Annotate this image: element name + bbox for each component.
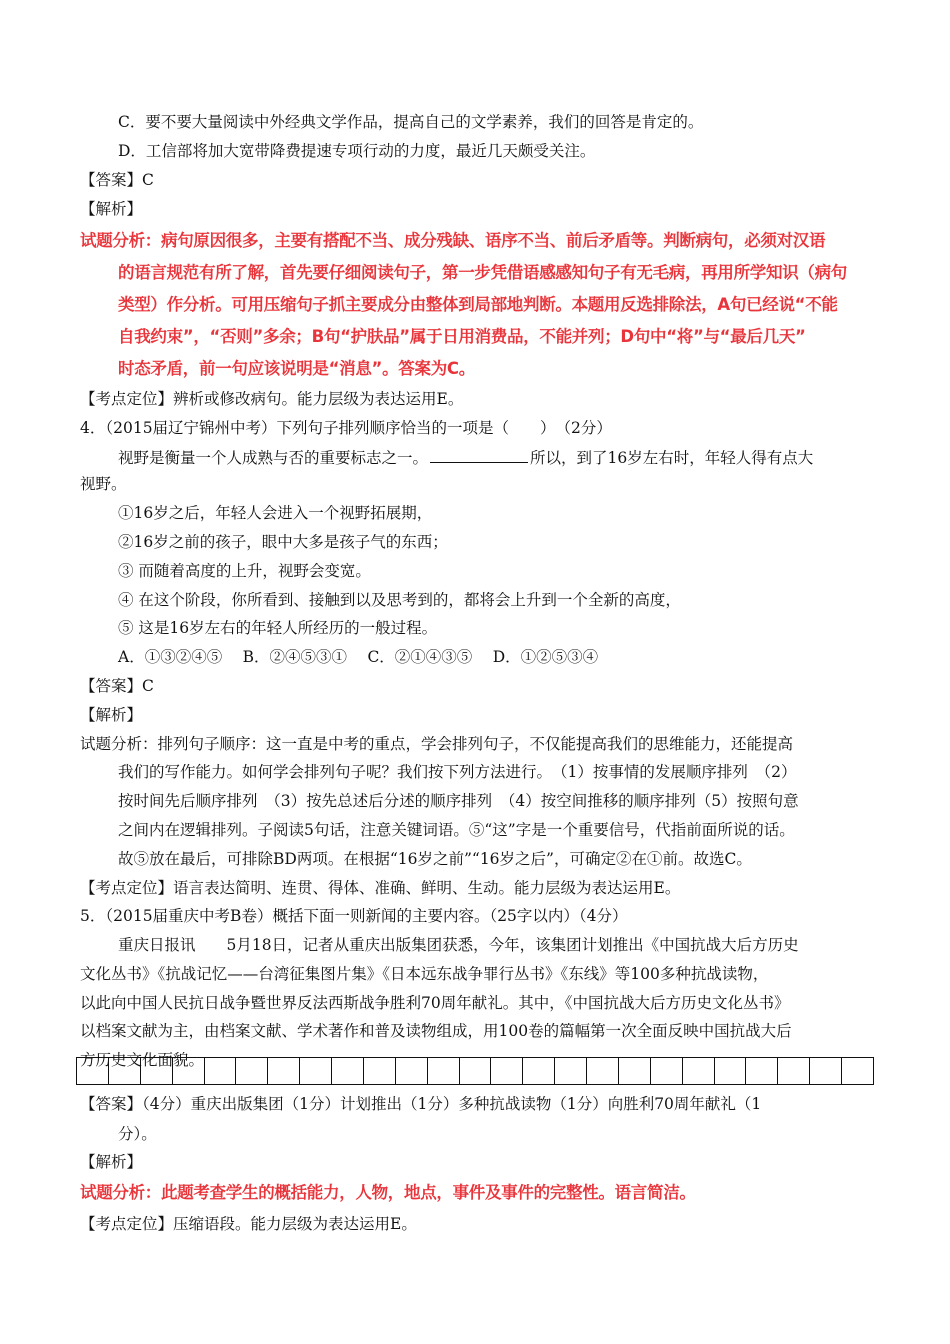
analysis-line: 我们的写作能力。如何学会排列句子呢？我们按下列方法进行。 （1）按事情的发展顺序排列 （2） xyxy=(118,763,797,781)
grid-cell[interactable] xyxy=(651,1058,683,1084)
grid-cell[interactable] xyxy=(810,1058,842,1084)
answer-label: 【答案】C xyxy=(80,171,154,189)
analysis-line: 试题分析：病句原因很多，主要有搭配不当、成分残缺、语序不当、前后矛盾等。判断病句，必须对汉语 xyxy=(80,231,826,250)
grid-cell[interactable] xyxy=(109,1058,141,1084)
grid-cell[interactable] xyxy=(332,1058,364,1084)
grid-cell[interactable] xyxy=(141,1058,173,1084)
grid-cell[interactable] xyxy=(77,1058,109,1084)
question-stem: 5．（2015届重庆中考B卷）概括下面一则新闻的主要内容。（25字以内）（4分） xyxy=(80,907,628,925)
knowledge-point: 【考点定位】语言表达简明、连贯、得体、准确、鲜明、生动。能力层级为表达运用E。 xyxy=(80,879,681,897)
grid-cell[interactable] xyxy=(587,1058,619,1084)
grid-cell[interactable] xyxy=(842,1058,873,1084)
knowledge-point: 【考点定位】压缩语段。能力层级为表达运用E。 xyxy=(80,1215,417,1233)
answer-options: A．①③②④⑤ B．②④⑤③① C．②①④③⑤ D．①②⑤③④ xyxy=(118,648,599,666)
grid-cell[interactable] xyxy=(746,1058,778,1084)
grid-cell[interactable] xyxy=(555,1058,587,1084)
analysis-line: 试题分析：此题考查学生的概括能力，人物，地点，事件及事件的完整性。语言简洁。 xyxy=(80,1183,696,1202)
news-line: 以档案文献为主，由档案文献、学术著作和普及读物组成，用100卷的篇幅第一次全面反映中国抗战大后 xyxy=(80,1022,792,1040)
passage-tail: 视野。 xyxy=(80,475,127,493)
grid-cell[interactable] xyxy=(396,1058,428,1084)
analysis-line: 之间内在逻辑排列。子阅读5句话，注意关键词语。⑤“这”字是一个重要信号，代指前面所说的话。 xyxy=(118,821,795,839)
analysis-line: 的语言规范有所了解，首先要仔细阅读句子，第一步凭借语感感知句子有无毛病，再用所学知识（病句 xyxy=(118,263,848,282)
knowledge-point: 【考点定位】辨析或修改病句。能力层级为表达运用E。 xyxy=(80,390,464,408)
grid-cell[interactable] xyxy=(715,1058,747,1084)
grid-cell[interactable] xyxy=(173,1058,205,1084)
grid-cell[interactable] xyxy=(683,1058,715,1084)
grid-cell[interactable] xyxy=(428,1058,460,1084)
grid-cell[interactable] xyxy=(778,1058,810,1084)
news-line: 文化丛书》《抗战记忆——台湾征集图片集》《日本远东战争罪行丛书》《东线》等100多种抗战读物， xyxy=(80,965,769,983)
analysis-label: 【解析】 xyxy=(80,1153,143,1171)
passage-before: 视野是衡量一个人成熟与否的重要标志之一。 xyxy=(118,449,429,467)
sentence-item: ②16岁之前的孩子，眼中大多是孩子气的东西； xyxy=(118,533,448,551)
answer-label: 【答案】C xyxy=(80,677,154,695)
analysis-line: 自我约束”，“否则”多余；B句“护肤品”属于日用消费品，不能并列；D句中“将”与“最后几天” xyxy=(118,327,806,346)
grid-cell[interactable] xyxy=(523,1058,555,1084)
grid-cell[interactable] xyxy=(300,1058,332,1084)
sentence-item: ④ 在这个阶段，你所看到、接触到以及思考到的，都将会上升到一个全新的高度， xyxy=(118,591,681,609)
grid-cell[interactable] xyxy=(364,1058,396,1084)
analysis-label: 【解析】 xyxy=(80,200,143,218)
grid-cell[interactable] xyxy=(268,1058,300,1084)
analysis-line: 按时间先后顺序排列 （3）按先总述后分述的顺序排列 （4）按空间推移的顺序排列（5）按照句意 xyxy=(118,792,799,810)
answer-text-cont: 分）。 xyxy=(118,1125,157,1143)
analysis-line: 试题分析：排列句子顺序：这一直是中考的重点，学会排列句子，不仅能提高我们的思维能力，还能提高 xyxy=(80,735,794,753)
grid-cell[interactable] xyxy=(491,1058,523,1084)
grid-cell[interactable] xyxy=(619,1058,651,1084)
option-c: C．要不要大量阅读中外经典文学作品，提高自己的文学素养，我们的回答是肯定的。 xyxy=(118,113,704,131)
answer-text: 【答案】（4分）重庆出版集团（1分）计划推出（1分）多种抗战读物（1分）向胜利70周年献礼（1 xyxy=(80,1095,762,1113)
fill-blank xyxy=(430,446,528,463)
question-stem: 4．（2015届辽宁锦州中考）下列句子排列顺序恰当的一项是（ ） （2分） xyxy=(80,419,612,437)
grid-cell[interactable] xyxy=(205,1058,237,1084)
passage-line xyxy=(118,446,813,468)
analysis-line: 类型）作分析。可用压缩句子抓主要成分由整体到局部地判断。本题用反选排除法，A句已经说“不能 xyxy=(118,295,838,314)
sentence-item: ③ 而随着高度的上升，视野会变宽。 xyxy=(118,562,371,580)
sentence-item: ①16岁之后，年轻人会进入一个视野拓展期， xyxy=(118,504,433,522)
analysis-label: 【解析】 xyxy=(80,706,143,724)
passage-after: 所以，到了16岁左右时，年轻人得有点大 xyxy=(530,449,814,467)
grid-cell[interactable] xyxy=(236,1058,268,1084)
sentence-item: ⑤ 这是16岁左右的年轻人所经历的一般过程。 xyxy=(118,619,438,637)
news-line: 重庆日报讯 5月18日，记者从重庆出版集团获悉，今年，该集团计划推出《中国抗战大后方历史 xyxy=(118,936,799,954)
option-d: D．工信部将加大宽带降费提速专项行动的力度，最近几天颇受关注。 xyxy=(118,142,596,160)
grid-cell[interactable] xyxy=(460,1058,492,1084)
analysis-line: 时态矛盾，前一句应该说明是“消息”。答案为C。 xyxy=(118,359,475,378)
news-line: 方历史文化面貌。 xyxy=(80,1051,205,1069)
answer-grid[interactable] xyxy=(76,1057,874,1085)
analysis-line: 故⑤放在最后，可排除BD两项。在根据“16岁之前”“16岁之后”，可确定②在①前。故选C。 xyxy=(118,850,752,868)
news-line: 以此向中国人民抗日战争暨世界反法西斯战争胜利70周年献礼。其中，《中国抗战大后方历史文化丛书》 xyxy=(80,994,790,1012)
